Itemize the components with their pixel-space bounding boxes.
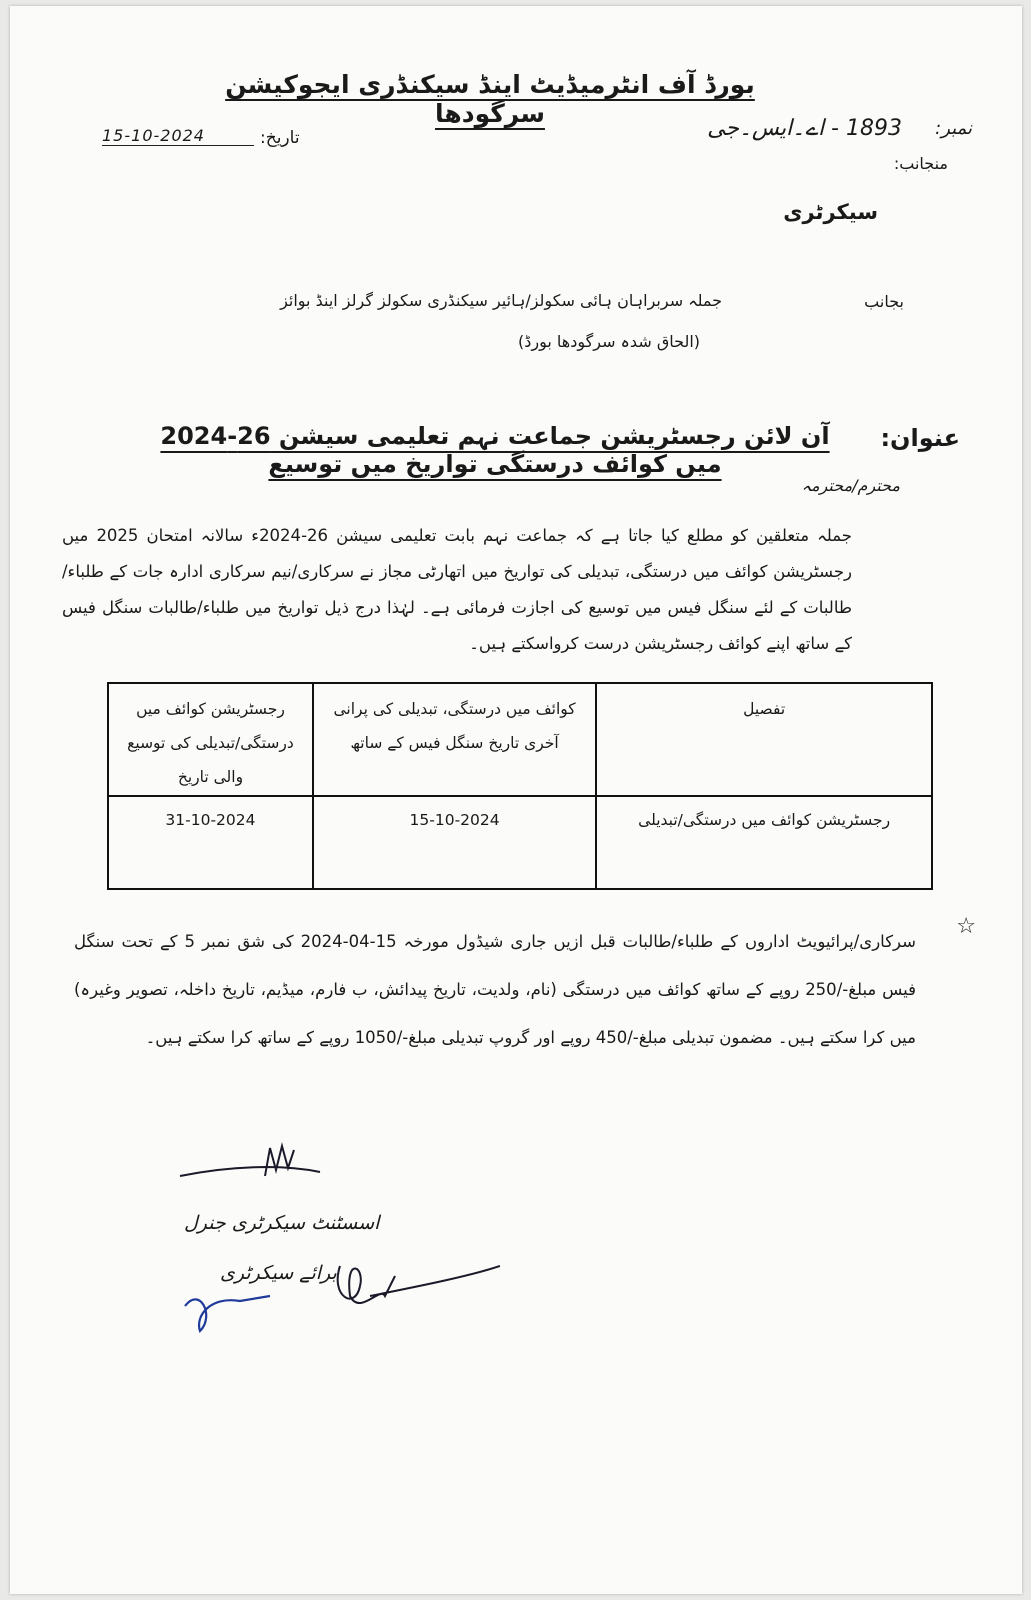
note-paragraph: سرکاری/پرائیویٹ اداروں کے طلباء/طالبات قبل ازیں جاری شیڈول مورخہ 15-04-2024 کی شق نمبر 5 کے تحت سنگل فیس مبلغ-/250 روپے کے ساتھ کوائف میں درستگی (نام، ولدیت، تاریخ پیدائش، ب فارم، میڈیم، تاریخ داخلہ، تصویر وغیرہ) میں کرا سکتے ہیں۔ مضمون تبدیلی مبلغ-/450 روپے اور گروپ تبدیلی مبلغ-/1050 روپے کے ساتھ کرا سکتے ہیں۔ <box>74 932 916 1047</box>
board-title: بورڈ آف انٹرمیڈیٹ اینڈ سیکنڈری ایجوکیشن سرگودھا <box>225 70 755 128</box>
signatory-title: اسسٹنٹ سیکرٹری جنرل <box>184 1212 380 1234</box>
table-row <box>108 796 932 889</box>
recipient-line-1: جملہ سربراہان ہائی سکولز/ہائیر سیکنڈری سکولز گرلز اینڈ بوائز <box>280 291 722 310</box>
table-header-cell: رجسٹریشن کوائف میں درستگی/تبدیلی کی توسیع والی تاریخ <box>108 683 313 796</box>
table-cell: 31-10-2024 <box>108 796 313 889</box>
date-value: 15-10-2024 <box>102 126 254 146</box>
table-header-cell: تفصیل <box>596 683 932 796</box>
table-cell: 15-10-2024 <box>313 796 596 889</box>
table-cell: رجسٹریشن کوائف میں درستگی/تبدیلی <box>596 796 932 889</box>
star-icon: ☆ <box>956 914 976 939</box>
letter-number-value: 1893 - اے۔ایس۔جی <box>707 116 902 141</box>
letter-number-label: نمبر: <box>935 118 972 139</box>
table-header-cell: کوائف میں درستگی، تبدیلی کی پرانی آخری تاریخ سنگل فیس کے ساتھ <box>313 683 596 796</box>
from-name: سیکرٹری <box>783 200 878 224</box>
salutation: محترم/محترمہ <box>801 476 900 495</box>
body-paragraph: جملہ متعلقین کو مطلع کیا جاتا ہے کہ جماعت نہم بابت تعلیمی سیشن 26-2024ء سالانہ امتحان 2025 میں رجسٹریشن کوائف میں درستگی، تبدیلی کی تواریخ میں اتھارٹی مجاز نے سرکاری/نیم سرکاری ادارہ جات کے طلباء/طالبات کے لئے سنگل فیس میں توسیع کی اجازت فرمائی ہے۔ لہٰذا درج ذیل تواریخ میں طلباء/طالبات سنگل فیس کے ساتھ اپنے کوائف رجسٹریشن درست کرواسکتے ہیں۔ <box>62 526 853 653</box>
signatory-for: برائے سیکرٹری <box>220 1262 337 1284</box>
from-label: منجانب: <box>893 154 948 173</box>
recipient-line-2: (الحاق شدہ سرگودھا بورڈ) <box>518 332 700 351</box>
table-header-row <box>108 683 932 796</box>
signature-scribble <box>170 1136 500 1336</box>
document-page <box>10 6 1022 1594</box>
schedule-table <box>107 682 933 890</box>
date-label: تاریخ: <box>260 128 300 148</box>
subject-label: عنوان: <box>880 424 960 452</box>
recipient-label: بجانب <box>864 292 904 311</box>
subject-text: آن لائن رجسٹریشن جماعت نہم تعلیمی سیشن 26-2024 میں کوائف درستگی تواریخ میں توسیع <box>160 422 830 478</box>
